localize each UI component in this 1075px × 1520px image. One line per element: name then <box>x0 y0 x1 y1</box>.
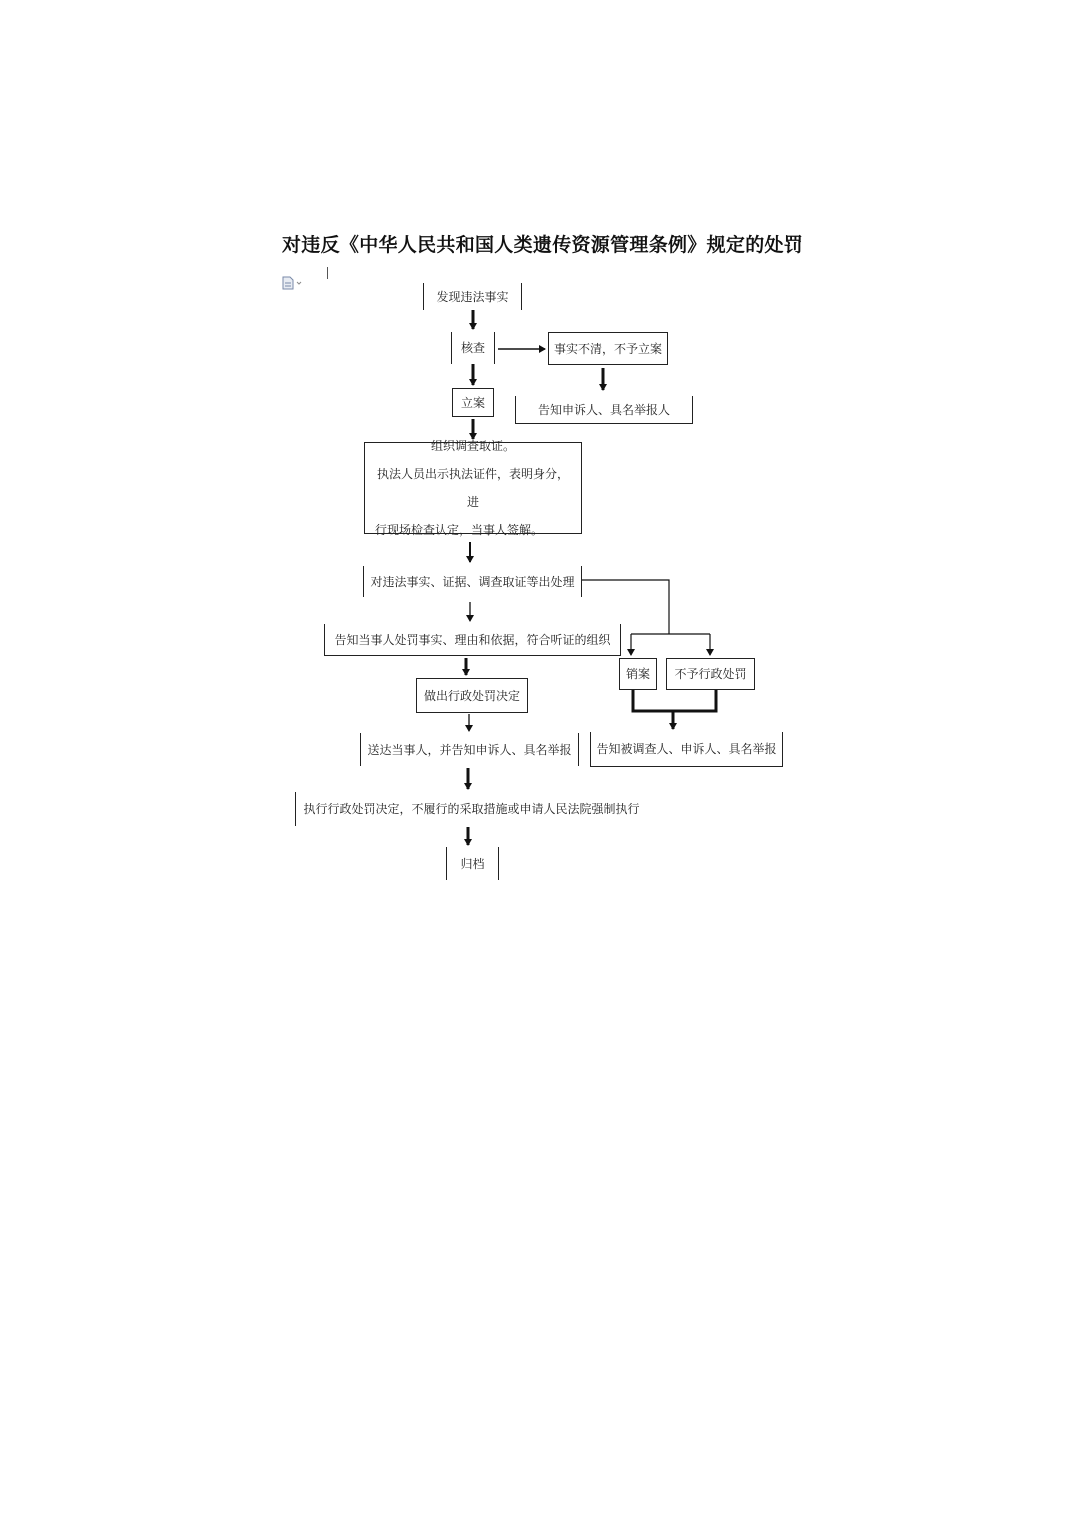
node-execute-label: 执行行政处罚决定，不履行的采取措施或申请人民法院强制执行 <box>303 802 640 816</box>
node-inform-party-label: 告知当事人处罚事实、理由和依据，符合听证的组织 <box>334 632 611 647</box>
node-no-case-label: 事实不清，不予立案 <box>553 341 662 356</box>
node-verify-label: 核查 <box>460 341 485 355</box>
node-no-penalty-label: 不予行政处罚 <box>674 667 747 681</box>
node-notify-complainant-label: 告知申诉人、具名举报人 <box>537 402 670 417</box>
page-title: 对违反《中华人民共和国人类遗传资源管理条例》规定的处罚 <box>282 234 804 256</box>
node-investigate-line3: 行现场检查认定，当事人签解。 <box>375 523 544 537</box>
node-investigate-line2: 执法人员出示执法证件，表明身分，进 <box>376 467 569 509</box>
node-make-decision-label: 做出行政处罚决定 <box>423 688 520 703</box>
node-deliver-label: 送达当事人，并告知申诉人、具名举报 <box>367 742 572 757</box>
connector-review-to-branches <box>582 580 669 634</box>
connector-branches-join <box>633 690 716 711</box>
node-archive-label: 归档 <box>460 856 485 871</box>
node-cancel-case-label: 销案 <box>625 667 650 681</box>
node-investigate-line1: 组织调查取证。 <box>431 439 516 453</box>
node-notify-investigated-label: 告知被调查人、申诉人、具名举报 <box>596 742 777 756</box>
node-review-label: 对违法事实、证据、调查取证等出处理 <box>370 574 575 589</box>
node-file-case-label: 立案 <box>460 395 485 410</box>
node-discover-label: 发现违法事实 <box>436 289 509 304</box>
